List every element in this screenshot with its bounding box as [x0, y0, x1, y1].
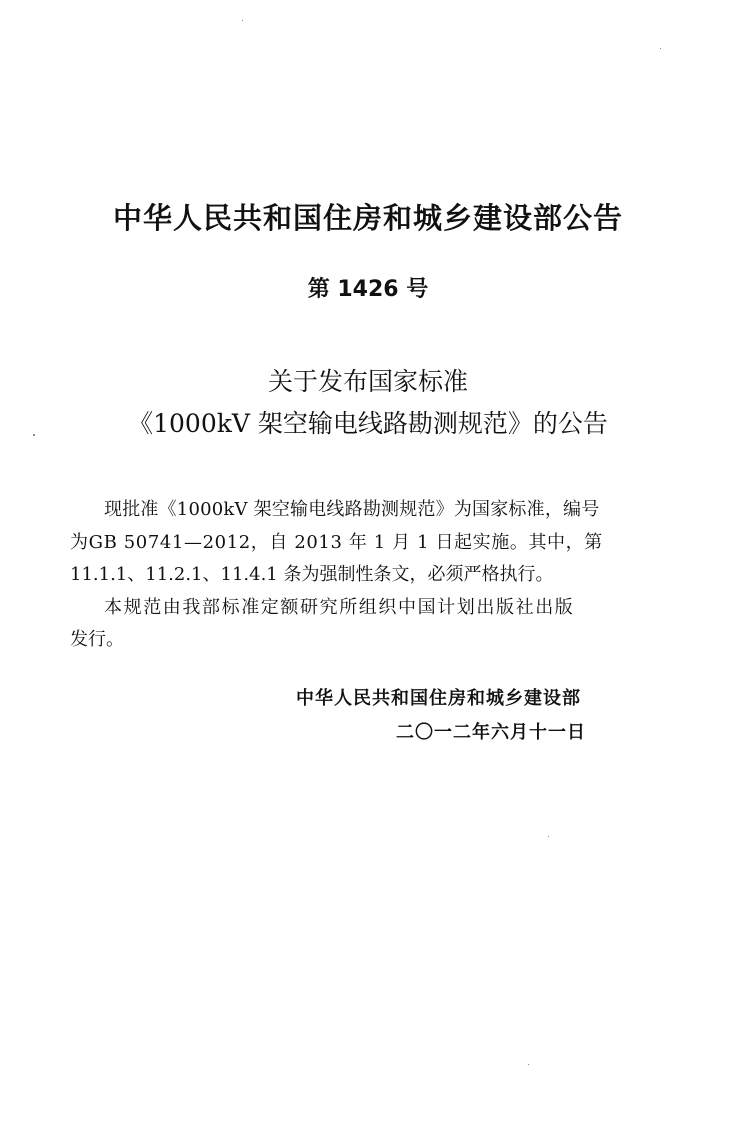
- scan-speck: [242, 20, 243, 21]
- issuer-title: 中华人民共和国住房和城乡建设部公告: [112, 201, 623, 235]
- scan-speck: [33, 434, 35, 436]
- scan-speck: [660, 48, 661, 49]
- body-paragraph-2-line-2: 发行。: [70, 629, 124, 650]
- signature-date: 二〇一二年六月十一日: [396, 722, 586, 743]
- body-paragraph-1-line-3: 11.1.1、11.2.1、11.4.1 条为强制性条文，必须严格执行。: [70, 564, 554, 585]
- signature-organization: 中华人民共和国住房和城乡建设部: [296, 688, 581, 709]
- body-paragraph-1-line-2: 为GB 50741—2012，自 2013 年 1 月 1 日起实施。其中，第: [70, 532, 603, 553]
- body-paragraph-1-line-1: 现批准《1000kV 架空输电线路勘测规范》为国家标准，编号: [104, 499, 600, 520]
- scan-speck: [548, 836, 549, 837]
- scan-speck: [528, 1064, 529, 1065]
- announcement-number: 第 1426 号: [307, 277, 429, 302]
- subject-line-2: 《1000kV 架空输电线路勘测规范》的公告: [128, 409, 608, 438]
- body-paragraph-2-line-1: 本规范由我部标准定额研究所组织中国计划出版社出版: [104, 597, 575, 618]
- subject-line-1: 关于发布国家标准: [267, 367, 468, 396]
